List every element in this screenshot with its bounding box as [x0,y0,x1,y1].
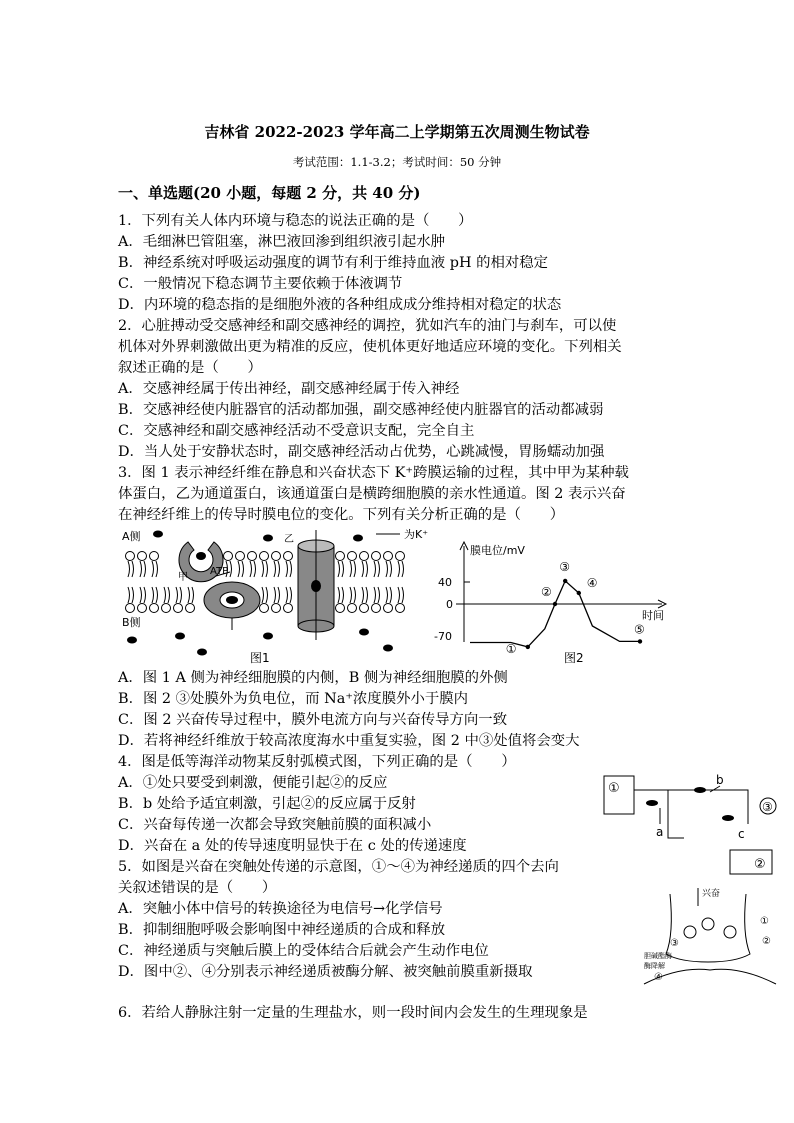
fig1-channel-protein [298,530,334,640]
fig4-label-a: a [656,825,664,839]
fig5-xingfen-label: 兴奋 [702,889,721,899]
fig4-neuron-body-c [722,815,734,821]
fig1-bottom-lipid-row [126,587,405,613]
q3-stem-line1: 3．图 1 表示神经纤维在静息和兴奋状态下 K⁺跨膜运输的过程，其中甲为某种载 [118,465,629,481]
chart-point-2 [553,602,557,606]
fig4-effector-box [730,850,772,874]
fig5-vesicle-1 [684,926,696,938]
q4-option-a: A．①处只要受到刺激，便能引起②的反应 [118,775,388,791]
chart-ytick-40: 40 [438,576,452,589]
fig4-pointer-b [710,786,720,792]
fig1-jia-label: 甲 [178,572,188,583]
fig4-neuron-body-a [646,800,658,806]
chart-ytick-0: 0 [446,598,453,611]
chart-point-1 [526,645,530,649]
chart-point-3 [563,579,567,583]
q1-option-a: A．毛细淋巴管阻塞，淋巴液回渗到组织液引起水肿 [118,234,445,250]
q2-option-b: B．交感神经使内脏器官的活动都加强，副交感神经使内脏器官的活动都减弱 [118,402,604,418]
fig5-degrade-label: 酶降解 [644,962,665,970]
q5-option-b: B．抑制细胞呼吸会影响图中神经递质的合成和释放 [118,922,446,938]
fig4-label-3: ③ [762,800,773,814]
q4-option-d: D．兴奋在 a 处的传导速度明显快于在 c 处的传递速度 [118,838,467,854]
q2-option-a: A．交感神经属于传出神经，副交感神经属于传入神经 [118,381,460,397]
page-title: 吉林省 2022-2023 学年高二上学期第五次周测生物试卷 [204,123,590,141]
fig5-label-2: ② [762,936,771,947]
fig1-caption: 图1 [250,651,270,664]
q2-stem-line1: 2．心脏搏动受交感神经和副交感神经的调控，犹如汽车的油门与刹车，可以使 [118,318,617,334]
q1-option-c: C．一般情况下稳态调节主要依赖于体液调节 [118,276,403,292]
figure-2-potential-chart [430,540,670,664]
fig5-label-3: ③ [670,938,679,949]
q2-stem-line2: 机体对外界刺激做出更为精准的反应，使机体更好地适应环境的变化。下列相关 [118,339,622,355]
fig1-top-lipid-row [126,552,405,578]
fig1-yi-label: 乙 [284,534,294,545]
fig1-k-ions [127,531,393,656]
section-heading: 一、单选题(20 小题，每题 2 分，共 40 分) [118,184,421,202]
q5-stem-line2: 关叙述错误的是（ ） [118,880,277,896]
fig4-label-c: c [738,827,745,841]
q5-option-a: A．突触小体中信号的转换途径为电信号→化学信号 [118,901,443,917]
q6-stem: 6．若给人静脉注射一定量的生理盐水，则一段时间内会发生的生理现象是 [118,1005,588,1021]
q2-stem-line3: 叙述正确的是（ ） [118,360,262,376]
q4-option-b: B．b 处给予适宜刺激，引起②的反应属于反射 [118,796,416,812]
q3-option-a: A．图 1 A 侧为神经细胞膜的内侧，B 侧为神经细胞膜的外侧 [118,670,508,686]
fig1-side-a-label: A侧 [122,530,141,543]
chart-point-label-4: ④ [586,576,598,590]
chart-x-label: 时间 [642,609,664,622]
q3-option-c: C．图 2 兴奋传导过程中，膜外电流方向与兴奋传导方向一致 [118,712,508,728]
fig1-side-b-label: B侧 [122,616,141,629]
fig5-postsynaptic-membrane [644,969,776,984]
q5-option-c: C．神经递质与突触后膜上的受体结合后就会产生动作电位 [118,943,489,959]
chart-ytick-neg70: -70 [434,630,452,643]
chart-point-label-5: ⑤ [634,622,645,637]
chart-point-5 [638,639,642,643]
fig4-label-2: ② [754,857,766,872]
q1-option-b: B．神经系统对呼吸运动强度的调节有利于维持血液 pH 的相对稳定 [118,255,549,271]
chart-point-4 [577,591,581,595]
fig2-caption: 图2 [564,651,584,664]
q3-option-b: B．图 2 ③处膜外为负电位，而 Na⁺浓度膜外小于膜内 [118,691,469,707]
fig5-vesicle-3 [724,926,736,938]
q4-stem: 4．图是低等海洋动物某反射弧模式图，下列正确的是（ ） [118,754,516,770]
fig5-label-1: ① [760,916,769,927]
q4-option-c: C．兴奋每传递一次都会导致突触前膜的面积减小 [118,817,432,833]
fig5-vesicle-2 [702,918,714,930]
fig1-carrier-protein-bottom [204,582,260,618]
fig4-neuron-body-b [694,787,706,793]
figure-1-membrane [118,528,438,664]
q1-stem: 1．下列有关人体内环境与稳态的说法正确的是（ ） [118,213,473,229]
fig1-k-label: 为K⁺ [404,528,429,541]
fig4-nerve-path [634,790,748,838]
q3-option-d: D．若将神经纤维放于较高浓度海水中重复实验，图 2 中③处值将会变大 [118,733,580,749]
chart-point-label-2: ② [541,585,552,599]
q3-stem-line2: 体蛋白，乙为通道蛋白，该通道蛋白是横跨细胞膜的亲水性通道。图 2 表示兴奋 [118,486,626,502]
q1-option-d: D．内环境的稳态指的是细胞外液的各种组成成分维持相对稳定的状态 [118,297,562,313]
chart-point-label-3: ③ [559,559,570,574]
figure-4-reflex-arc [598,770,784,880]
fig4-label-b: b [716,773,724,787]
fig5-enzyme-label: 胆碱酯酶 [644,952,672,960]
chart-series-line [470,581,640,647]
q3-stem-line3: 在神经纤维上的传导时膜电位的变化。下列有关分析正确的是（ ） [118,507,565,523]
q5-option-d: D．图中②、④分别表示神经递质被酶分解、被突触前膜重新摄取 [118,964,533,980]
exam-info: 考试范围：1.1-3.2；考试时间：50 分钟 [292,155,502,169]
chart-point-label-1: ① [505,641,517,656]
fig1-atp-label: ATP [210,566,229,577]
q5-stem-line1: 5．如图是兴奋在突触处传递的示意图，①～④为神经递质的四个去向 [118,859,559,875]
fig4-label-1: ① [608,781,620,796]
q2-option-d: D．当人处于安静状态时，副交感神经活动占优势，心跳减慢，胃肠蠕动加强 [118,444,605,460]
chart-y-label: 膜电位/mV [470,544,525,557]
fig5-label-4: ④ [654,972,663,983]
q2-option-c: C．交感神经和副交感神经活动不受意识支配，完全自主 [118,423,475,439]
figure-5-synapse [640,884,780,988]
